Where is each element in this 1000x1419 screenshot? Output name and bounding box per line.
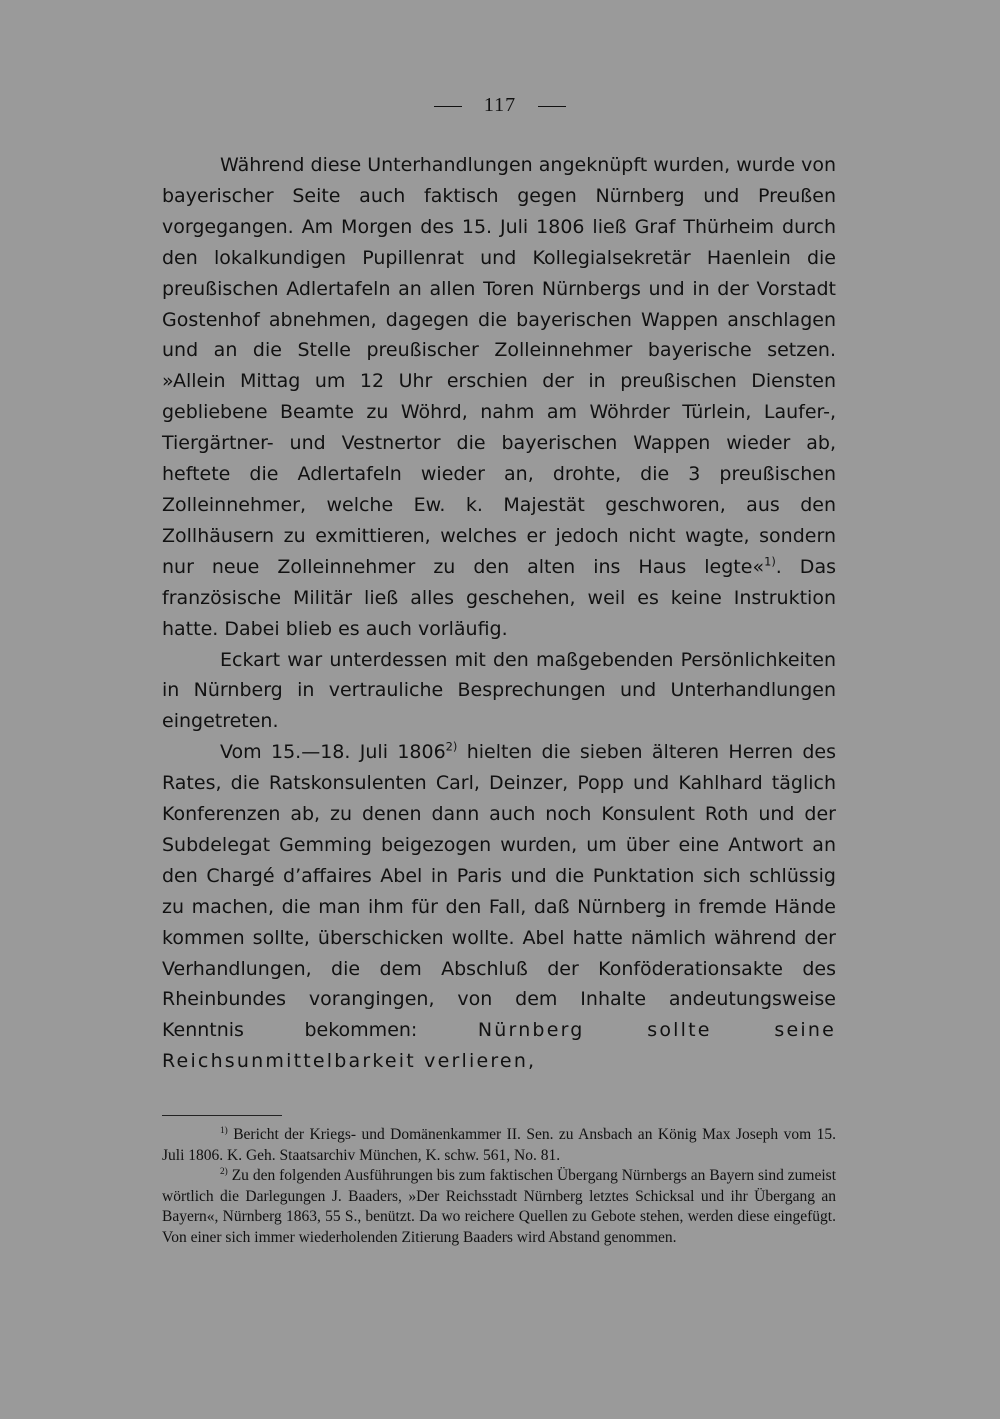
header-dash-left xyxy=(434,106,462,107)
paragraph xyxy=(162,645,836,738)
footnote-ref: 1) xyxy=(764,554,776,569)
emphasized-text: Nürnberg sollte seine Reichsunmittelbarkeit verlieren, xyxy=(162,1019,836,1073)
footnote xyxy=(162,1125,836,1166)
paragraph-text: Während diese Unterhandlungen angeknüpft wurden, wurde von bayerischer Seite auch faktisch gegen Nürnberg und Preußen vorgegangen. Am Morgen des 15. Juli 1806 ließ Graf Thürheim durch den lokalkundigen Pupillenrat und Kollegialsekretär Haenlein die preußischen Adlertafeln an allen Toren Nürnbergs und in der Vorstadt Gostenhof abnehmen, dagegen die bayerischen Wappen anschlagen und an die Stelle preußischer Zolleinnehmer bayerische setzen. »Allein Mittag um 12 Uhr erschien der in preußischen Diensten gebliebene Beamte zu Wöhrd, nahm am Wöhrder Türlein, Laufer-, Tiergärtner- und Vestnertor die bayerischen Wappen wieder ab, heftete die Adlertafeln wieder an, drohte, die 3 preußischen Zolleinnehmer, welche Ew. k. Majestät geschworen, aus den Zollhäusern zu exmittieren, welches er jedoch nicht wagte, sondern nur neue Zolleinnehmer zu den alten ins Haus legte« xyxy=(162,154,836,578)
footnote-divider xyxy=(162,1115,282,1116)
paragraph xyxy=(162,737,836,1077)
paragraph-text-continued: hielten die sieben älteren Herren des Rates, die Ratskonsulenten Carl, Deinzer, Popp und Kahlhard täglich Konferenzen ab, zu denen dann auch noch Konsulent Roth und der Subdelegat Gemming beigezogen wurden, um über eine Antwort an den Chargé d’affaires Abel in Paris und die Punktation sich schlüssig zu machen, die man ihm für den Fall, daß Nürnberg in fremde Hände kommen sollte, überschicken wollte. Abel hatte nämlich während der Verhandlungen, die dem Abschluß der Konföderationsakte des Rheinbundes vorangingen, von dem Inhalte andeutungsweise Kenntnis bekommen: xyxy=(162,741,836,1042)
footnote-text: Zu den folgenden Ausführungen bis zum faktischen Übergang Nürnbergs an Bayern sind zumeist wörtlich die Darlegungen J. Baaders, »Der Reichsstadt Nürnberg letztes Schicksal und ihr Übergang an Bayern«, Nürnberg 1863, 55 S., benützt. Da wo reichere Quellen zu Gebote stehen, werden diese eingefügt. Von einer sich immer wiederholenden Zitierung Baaders wird Abstand genommen. xyxy=(162,1167,836,1246)
main-text xyxy=(162,150,836,1077)
header-dash-right xyxy=(538,106,566,107)
footnote-marker: 1) xyxy=(220,1125,228,1136)
paragraph-text-continued: . Das französische Militär ließ alles geschehen, weil es keine Instruktion hatte. Dabei blieb es auch vorläufig. xyxy=(162,555,836,640)
page-number: 117 xyxy=(483,94,517,116)
footnotes xyxy=(162,1125,836,1248)
footnote-ref: 2) xyxy=(445,739,458,754)
footnote-marker: 2) xyxy=(220,1166,228,1177)
footnote-text: Bericht der Kriegs- und Domänenkammer II. Sen. zu Ansbach an König Max Joseph vom 15. Juli 1806. K. Geh. Staatsarchiv München, K. schw. 561, No. 81. xyxy=(162,1126,836,1164)
footnote xyxy=(162,1166,836,1248)
page-header xyxy=(0,94,1000,117)
paragraph xyxy=(162,150,836,645)
paragraph-text: Vom 15.—18. Juli 1806 xyxy=(220,741,446,764)
paragraph-text: Eckart war unterdessen mit den maßgebenden Persönlichkeiten in Nürnberg in vertrauliche Besprechungen und Unterhandlungen eingetreten. xyxy=(162,648,836,733)
